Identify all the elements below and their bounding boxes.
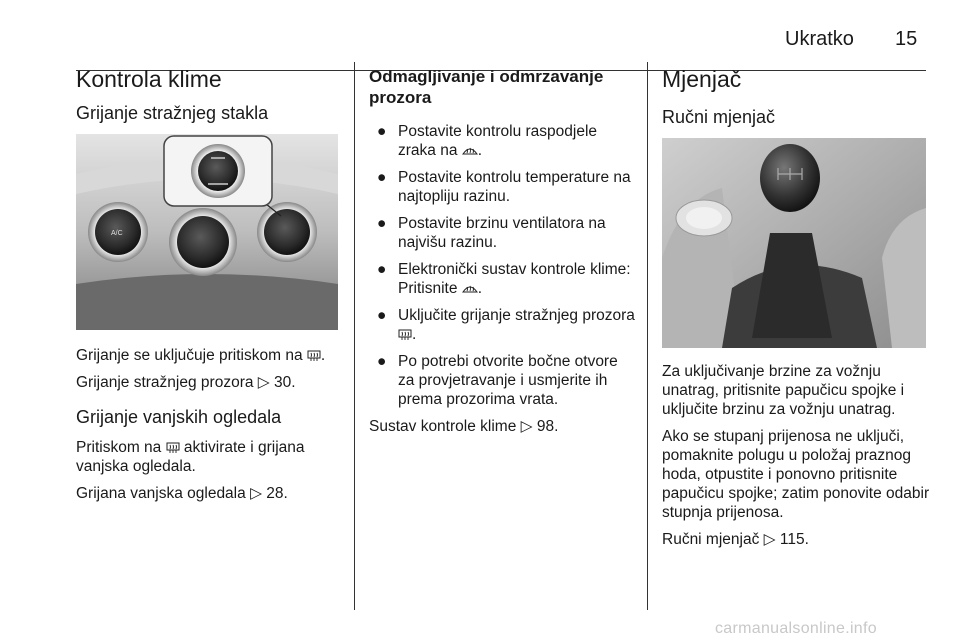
subheading-rear-window: Grijanje stražnjeg stakla	[76, 103, 269, 123]
paragraph-reverse: Za uključivanje brzine za vožnju unatrag, pritisnite papučicu spojke i uključite brzinu za vožnju unatrag.	[662, 363, 905, 418]
watermark: carmanualsonline.info	[715, 620, 877, 637]
defrost-step-item: ● Elektronički sustav kontrole klime: Pritisnite .	[377, 261, 631, 297]
windscreen-defrost-icon	[462, 145, 478, 157]
page-number: 15	[895, 28, 918, 50]
paragraph-manual-ref: Ručni mjenjač ▷ 115.	[662, 531, 809, 548]
section-heading-climate: Kontrola klime	[76, 66, 222, 92]
bullet-dot: ●	[377, 123, 387, 140]
page-reference-link[interactable]: 30	[274, 374, 292, 391]
subheading-manual: Ručni mjenjač	[662, 107, 776, 127]
section-heading-defrost: Odmagljivanje i odmrzavanje prozora	[369, 67, 604, 107]
defrost-step-item: ● Postavite kontrolu raspodjele zraka na .	[377, 123, 598, 159]
reference-arrow-icon: ▷	[520, 418, 533, 435]
gear-shift-photo	[662, 138, 926, 348]
page-reference-link[interactable]: 98	[536, 418, 555, 435]
paragraph-rear-heat-ref: Grijanje stražnjeg prozora ▷ 30.	[76, 374, 296, 391]
page-header	[0, 22, 960, 52]
paragraph-gear-fail: Ako se stupanj prijenosa ne uključi, pomaknite polugu u položaj praznog hoda, otpustite i ponovno pritisnite papučicu spojke; zatim ponovite odabir stupnja prijenosa.	[662, 428, 930, 521]
defrost-step-item: ● Postavite brzinu ventilatora na najvišu razinu.	[377, 215, 606, 251]
paragraph-rear-heat: Grijanje se uključuje pritiskom na .	[76, 347, 326, 364]
bullet-dot: ●	[377, 215, 387, 232]
defrost-step-item: ● Postavite kontrolu temperature na najtopliju razinu.	[377, 169, 631, 205]
reference-arrow-icon: ▷	[257, 374, 270, 391]
section-heading-transmission: Mjenjač	[662, 66, 742, 92]
rear-window-heating-icon	[398, 329, 412, 341]
rear-window-heating-icon	[307, 350, 321, 362]
column-divider-2	[647, 62, 648, 610]
ac-knob-label: A/C	[111, 230, 123, 237]
climate-control-photo	[76, 134, 338, 330]
header-title: Ukratko	[785, 28, 854, 50]
section-heading-mirrors: Grijanje vanjskih ogledala	[76, 407, 282, 427]
defrost-step-item: ● Po potrebi otvorite bočne otvore za provjetravanje i usmjerite ih prema prozorima vrata.	[377, 353, 618, 408]
paragraph-mirrors-ref: Grijana vanjska ogledala ▷ 28.	[76, 485, 288, 502]
rear-window-heating-icon	[166, 442, 180, 454]
page-reference-link[interactable]: 115	[779, 531, 805, 548]
reference-arrow-icon: ▷	[763, 531, 776, 548]
bullet-dot: ●	[377, 169, 387, 186]
page-reference-link[interactable]: 28	[266, 485, 284, 502]
windscreen-defrost-icon	[462, 283, 478, 295]
bullet-dot: ●	[377, 261, 387, 278]
paragraph-mirrors: Pritiskom na aktivirate i grijana vanjska ogledala.	[76, 439, 305, 475]
reference-arrow-icon: ▷	[250, 485, 262, 502]
paragraph-climate-ref: Sustav kontrole klime ▷ 98.	[369, 418, 559, 435]
defrost-step-item: ● Uključite grijanje stražnjeg prozora .	[377, 307, 635, 343]
column-climate	[76, 66, 344, 511]
bullet-dot: ●	[377, 353, 387, 370]
column-transmission	[662, 66, 930, 557]
column-defrost	[369, 66, 637, 444]
bullet-dot: ●	[377, 307, 387, 324]
defrost-steps-list	[369, 122, 637, 409]
column-divider-1	[354, 62, 355, 610]
